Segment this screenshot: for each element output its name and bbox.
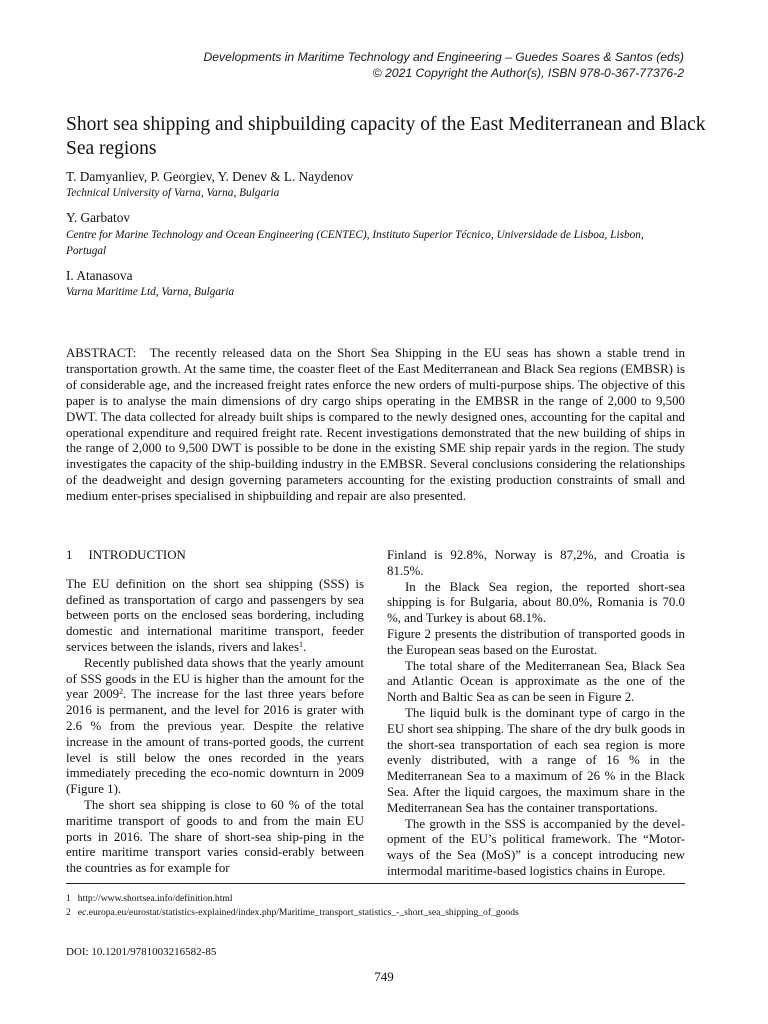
section-heading [66,548,364,564]
author-affiliation: Varna Maritime Ltd, Varna, Bulgaria [66,286,235,298]
footnote-text: http://www.shortsea.info/definition.html [77,893,233,904]
header-copyright-line: © 2021 Copyright the Author(s), ISBN 978-0-367-77376-2 [372,65,684,80]
paragraph-text: . The increase for the last three years before 2016 is permanent, and the level for 2016 is grater with 2.6 % from the previous year. Despite the relative increase in the amount of trans-ported goods, the current level is still below the ones recorded in the years immediately preceding the eco-nomic downturn in 2009 (Figure 1). [66,687,365,797]
author-names: T. Damyanliev, P. Georgiev, Y. Denev & L. Naydenov [66,169,354,184]
right-column [387,548,685,880]
footnote-ref: 1 [299,639,304,649]
paragraph-text: The EU definition on the short sea shipping (SSS) is defined as transportation of cargo and passengers by sea between ports on the enclosed seas bordering, including domestic and international maritime transport, feeder services between the islands, rivers and lakes [66,576,364,654]
page-number: 749 [374,969,394,984]
paragraph-text: . [303,639,307,654]
footnote [66,892,233,905]
section-number: 1 [66,548,73,562]
body-paragraph: The total share of the Mediterranean Sea, Black Sea and Atlantic Ocean is approximate as the one of the North and Baltic Sea as can be seen in Figure 2. [387,658,685,705]
footnote-number: 2 [66,907,71,918]
body-paragraph: The liquid bulk is the dominant type of cargo in the EU short sea shipping. The share of the dry bulk goods in the short-sea transportation of each sea region is more evenly distributed, with a range of 16 % in the Mediterranean Sea to a maximum of 26 % in the Black Sea. After the liquid cargoes, the maximum share in the Mediterranean Sea has the container transportations. [387,705,685,815]
author-names: I. Atanasova [66,268,133,283]
footnote-text: ec.europa.eu/eurostat/statistics-explained/index.php/Maritime_transport_statistics_-_short_sea_shipping_of_goods [77,907,519,918]
doi: DOI: 10.1201/9781003216582-85 [66,946,217,958]
footnote [66,906,519,919]
body-paragraph: The growth in the SSS is accompanied by the devel-opment of the EU’s political framework. The “Motor-ways of the Sea (MoS)” is a concept introducing new intermodal maritime-based logistics chains in Europe. [387,816,685,878]
author-names: Y. Garbatov [66,210,131,225]
abstract-label: ABSTRACT: [66,346,137,360]
body-paragraph: Figure 2 presents the distribution of transported goods in the European seas based on the Eurostat. [387,626,685,657]
running-header [203,50,684,81]
author-affiliation: Centre for Marine Technology and Ocean Engineering (CENTEC), Instituto Superior Técnico, Universidade de Lisboa, Lisbon, Portugal [66,229,644,257]
abstract-text: The recently released data on the Short Sea Shipping in the EU seas has shown a stable trend in transportation growth. At the same time, the coaster fleet of the East Mediterranean and Black Sea regions (EMBSR) is of considerable age, and the increased freight rates enforce the new orders of multi-purpose ships. The objective of this paper is to analyse the main dimensions of dry cargo ships operating in the EMBSR in the range of 2,000 to 9,500 DWT. The data collected for already built ships is compared to the newly designed ones, accounting for the capital and operational expenditure and required freight rate. Recent investigations demonstrated that the new building of ships in the range of 2,000 to 9,500 DWT is possible to be done in the existing SME ship repair yards in the region. The study investigates the capacity of the ship-building industry in the EMBSR. Several conclusions considering the relationships of the deadweight and design governing parameters accounting for the existing production constraints of small and medium enter-prises specialised in shipbuilding and repair are also presented. [66,346,685,504]
abstract [66,346,685,505]
section-title: INTRODUCTION [88,548,186,562]
footnote-divider [66,883,685,884]
footnote-number: 1 [66,893,71,904]
body-paragraph [66,656,364,798]
body-paragraph: Finland is 92.8%, Norway is 87,2%, and Croatia is 81.5%. [387,548,685,578]
header-volume-line: Developments in Maritime Technology and Engineering – Guedes Soares & Santos (eds) [203,50,684,64]
author-affiliation: Technical University of Varna, Varna, Bulgaria [66,187,280,199]
footnote-ref: 2 [119,687,124,697]
body-paragraph: In the Black Sea region, the reported short-sea shipping is for Bulgaria, about 80.0%, Romania is 70.0 %, and Turkey is about 68.1%. [387,579,685,626]
paragraph-text: Recently published data shows that the yearly amount of SSS goods in the EU is higher than the amount for the year 2009 [66,655,364,702]
body-paragraph: The short sea shipping is close to 60 % of the total maritime transport of goods to and from the main EU ports in 2016. The share of short-sea ship-ping in the entire maritime transport varies consid-erably between the countries as for example for [66,797,364,876]
paper-title: Short sea shipping and shipbuilding capacity of the East Mediterranean and Black Sea regions [66,114,706,159]
left-column [66,548,364,877]
body-paragraph [66,577,364,656]
